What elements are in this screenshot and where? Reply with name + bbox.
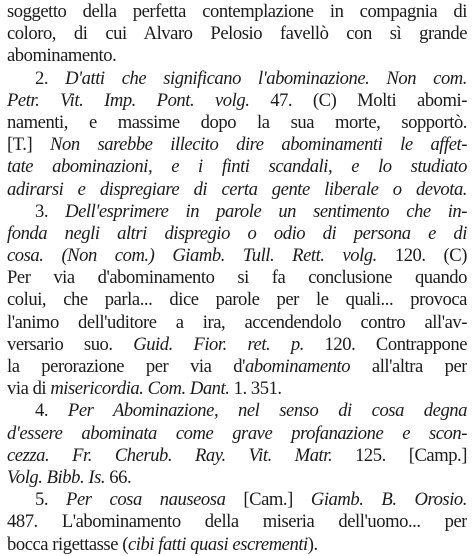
text-segment: soggetto della perfetta contemplazione in compagnia di bbox=[7, 1, 467, 22]
text-line bbox=[7, 378, 467, 400]
text-segment: l'animo dell'uditore a ira, accendendolo contro all'av- bbox=[7, 311, 467, 333]
text-segment: colui, che parla... dice parole per le quali... provoca bbox=[7, 289, 467, 311]
text-segment: Per via d'abominamento si fa conclusione quando bbox=[7, 267, 467, 289]
text-line bbox=[7, 201, 467, 223]
text-segment: via di bbox=[7, 378, 51, 400]
text-line bbox=[7, 90, 467, 112]
text-segment: 66. bbox=[105, 466, 132, 488]
italic-segment: Guid. Fior. ret. p. bbox=[133, 333, 304, 355]
italic-segment: adirarsi e dispregiare di certa gente liberale o devota. bbox=[7, 178, 467, 200]
text-segment: 2. bbox=[35, 67, 66, 89]
text-line bbox=[7, 1, 467, 23]
text-segment: [T.] bbox=[7, 134, 51, 156]
text-line bbox=[7, 289, 467, 311]
italic-segment: abominamento bbox=[244, 356, 351, 377]
text-segment: coloro, di cui Alvaro Pelosio favellò con sì grande bbox=[7, 23, 467, 45]
text-segment: 1. 351. bbox=[229, 378, 282, 400]
text-segment: 5. bbox=[35, 489, 67, 511]
text-line bbox=[7, 245, 467, 267]
italic-segment: Non sarebbe illecito dire abominamenti le affet- bbox=[50, 134, 467, 156]
text-segment: 125. [Camp.] bbox=[332, 444, 467, 466]
text-segment: 3. bbox=[35, 200, 66, 222]
text-line bbox=[7, 112, 467, 134]
text-segment: 4. bbox=[35, 400, 68, 422]
text-segment: namenti, e massime dopo la sua morte, sopportò. bbox=[7, 111, 467, 133]
text-segment: bocca rigettasse ( bbox=[7, 533, 128, 555]
italic-segment: cibi fatti quasi escrementi bbox=[127, 533, 308, 555]
italic-segment: d'essere abominata come grave profanazione e scon- bbox=[7, 422, 467, 444]
text-line bbox=[7, 445, 467, 467]
text-line bbox=[7, 179, 467, 201]
italic-segment: Volg. Bibb. Is. bbox=[7, 466, 106, 488]
text-line bbox=[7, 467, 467, 489]
text-segment: ). bbox=[307, 533, 318, 555]
text-segment: la perorazione per via d' bbox=[7, 356, 245, 377]
text-line bbox=[7, 423, 467, 445]
text-segment: versario suo. bbox=[7, 333, 134, 355]
text-line bbox=[7, 134, 467, 156]
text-line bbox=[7, 68, 467, 90]
text-line bbox=[7, 356, 467, 378]
text-line bbox=[7, 156, 467, 178]
text-segment: [Cam.] bbox=[225, 489, 311, 511]
italic-segment: cosa. (Non com.) Giamb. Tull. Rett. volg. bbox=[7, 245, 377, 267]
italic-segment: Per Abominazione, nel senso di cosa degna bbox=[67, 400, 467, 422]
text-segment: 487. L'abominamento della miseria dell'uomo... per bbox=[7, 511, 467, 533]
text-line bbox=[7, 45, 467, 67]
text-line bbox=[7, 334, 467, 356]
text-line bbox=[7, 511, 467, 533]
italic-segment: fonda negli altri dispregio o odio di persona e di bbox=[7, 222, 467, 244]
italic-segment: misericordia. Com. Dant. bbox=[50, 378, 230, 400]
italic-segment: Giamb. B. Orosio. bbox=[310, 489, 467, 511]
text-segment: abominamento. bbox=[7, 45, 117, 67]
text-segment: all'altra per bbox=[350, 356, 467, 377]
text-line bbox=[7, 23, 467, 45]
italic-segment: Petr. Vit. Imp. Pont. volg. bbox=[7, 89, 250, 111]
text-line bbox=[7, 267, 467, 289]
italic-segment: Per cosa nauseosa bbox=[66, 489, 226, 511]
text-line bbox=[7, 489, 467, 511]
text-segment: 47. (C) Molti abomi- bbox=[249, 89, 467, 111]
text-segment: 120. Contrappone bbox=[303, 333, 467, 355]
italic-segment: cezza. Fr. Cherub. Ray. Vit. Matr. bbox=[7, 444, 333, 466]
italic-segment: tate abominazioni, e i finti scandali, e lo studiato bbox=[7, 156, 467, 178]
text-line bbox=[7, 312, 467, 334]
italic-segment: D'atti che significano l'abominazione. Non com. bbox=[65, 67, 467, 89]
text-segment: 120. (C) bbox=[376, 245, 467, 267]
text-line bbox=[7, 223, 467, 245]
text-line bbox=[7, 534, 467, 556]
text-line bbox=[7, 400, 467, 422]
italic-segment: Dell'esprimere in parole un sentimento che in- bbox=[65, 200, 467, 222]
